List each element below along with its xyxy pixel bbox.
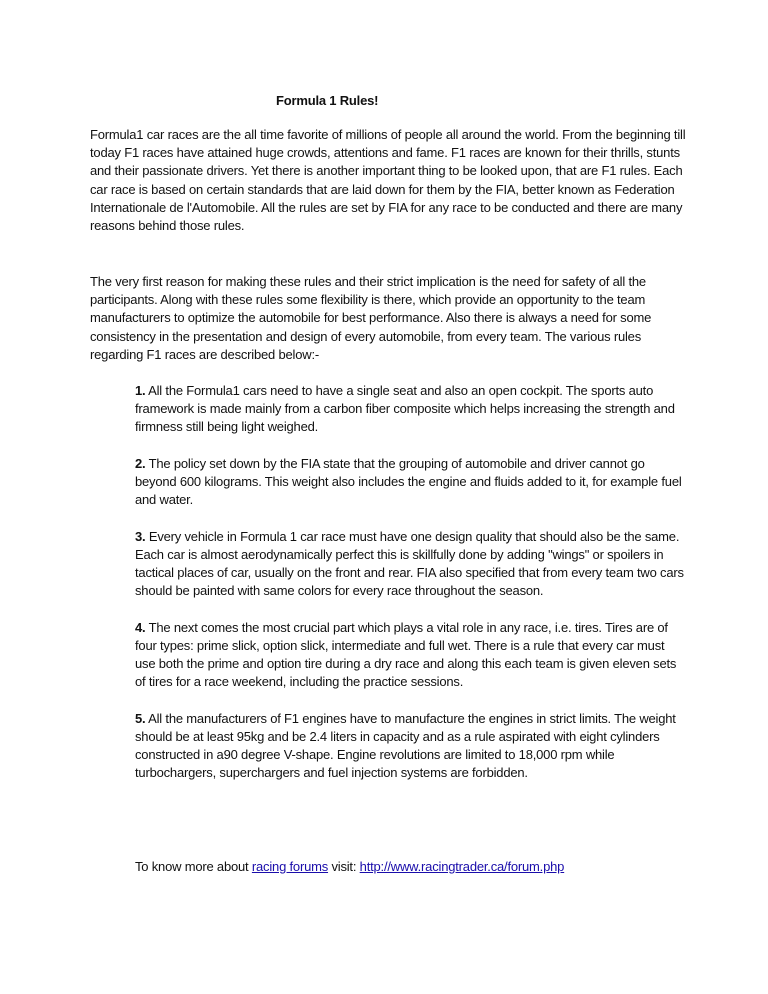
document-title: Formula 1 Rules!: [276, 93, 379, 108]
rule-text: The policy set down by the FIA state that the grouping of automobile and driver cannot go beyond 600 kilograms. This weight also includes the engine and fluids added to it, for example fuel and water.: [135, 455, 682, 508]
rule-text: All the manufacturers of F1 engines have to manufacture the engines in strict limits. The weight should be at least 95kg and be 2.4 liters in capacity and as a rule aspirated with eight cylinders constructed in a90 degree V-shape. Engine revolutions are limited to 18,000 rpm while turbochargers, superchargers and fuel injection systems are forbidden.: [135, 710, 676, 781]
footer-middle: visit:: [328, 859, 360, 874]
rule-item-4: [135, 619, 687, 692]
footer-line: [135, 858, 695, 876]
rule-item-1: [135, 382, 687, 437]
rule-text: The next comes the most crucial part which plays a vital role in any race, i.e. tires. Tires are of four types: prime slick, option slick, intermediate and full wet. There is a rule that every car must use both the prime and option tire during a dry race and along this each team is given eleven sets of tires for a race weekend, including the practice sessions.: [135, 619, 677, 690]
rule-item-5: [135, 710, 687, 783]
rule-number: 2.: [135, 455, 146, 471]
rule-number: 3.: [135, 528, 146, 544]
rule-text: All the Formula1 cars need to have a single seat and also an open cockpit. The sports auto framework is made mainly from a carbon fiber composite which helps increasing the strength and firmness still being light weighed.: [135, 383, 675, 435]
rule-item-2: [135, 455, 687, 510]
footer-prefix: To know more about: [135, 859, 252, 874]
forum-url-link[interactable]: http://www.racingtrader.ca/forum.php: [359, 859, 565, 874]
intro-paragraph: Formula1 car races are the all time favorite of millions of people all around the world. From the beginning till today F1 races have attained huge crowds, attentions and fame. F1 races are known for their thrills, stunts and their passionate drivers. Yet there is another important thing to be looked upon, that are F1 rules. Each car race is based on certain standards that are laid down for them by the FIA, better known as Federation Internationale de l'Automobile. All the rules are set by FIA for any race to be conducted and there are many reasons behind those rules.: [90, 127, 686, 234]
rule-item-3: [135, 528, 687, 601]
rule-number: 1.: [135, 383, 146, 398]
rule-number: 4.: [135, 619, 146, 635]
rule-text: Every vehicle in Formula 1 car race must have one design quality that should also be the same. Each car is almost aerodynamically perfect this is skillfully done by adding "wings" or spoilers in tactical places of car, usually on the front and rear. FIA also specified that from every team two cars should be painted with same colors for every race throughout the season.: [135, 528, 684, 599]
rule-number: 5.: [135, 710, 146, 726]
rules-list: [135, 382, 687, 801]
racing-forums-link[interactable]: racing forums: [251, 859, 329, 874]
reasons-paragraph: The very first reason for making these rules and their strict implication is the need for safety of all the participants. Along with these rules some flexibility is there, which provide an opportunity to the team manufacturers to optimize the automobile for best performance. Also there is always a need for some consistency in the presentation and design of every automobile, from every team. The various rules regarding F1 races are described below:-: [90, 274, 652, 362]
